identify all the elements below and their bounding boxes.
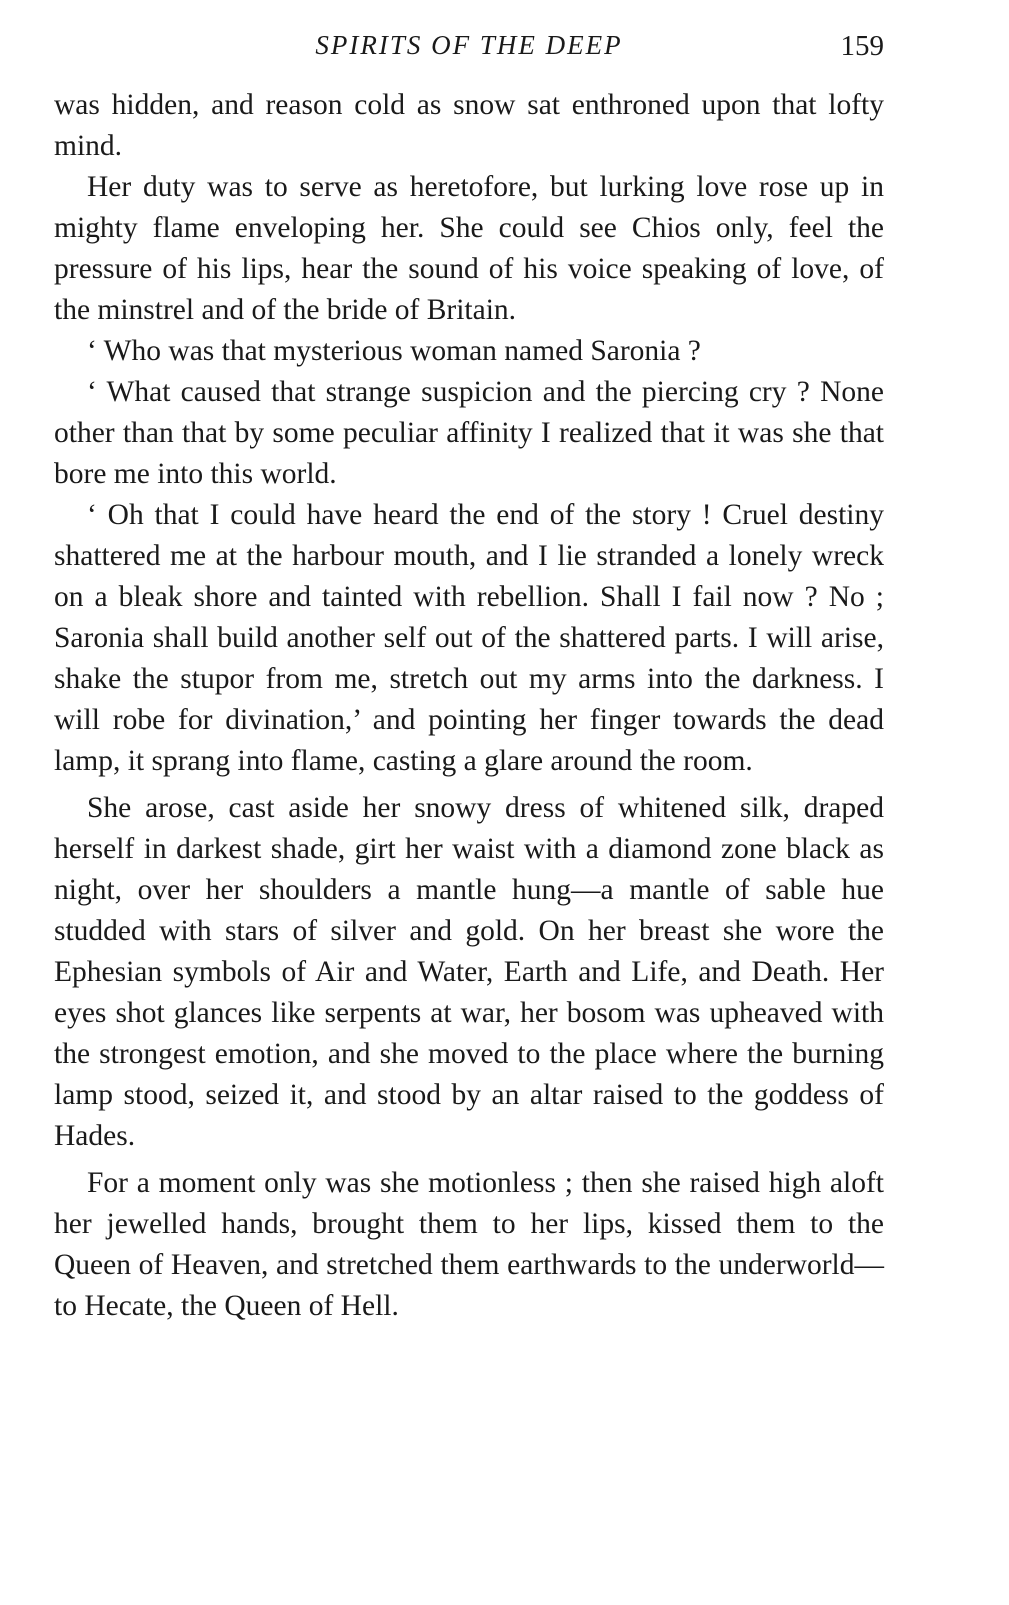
running-header (54, 26, 884, 70)
page-number: 159 (840, 30, 884, 62)
paragraph-5: ‘ Oh that I could have heard the end of the story ! Cruel destiny shattered me at the harbour mouth, and I lie stranded a lonely wreck on a bleak shore and tainted with rebellion. Shall I fail now ? No ; Saronia shall build another self out of the shattered parts. I will arise, shake the stupor from me, stretch out my arms into the darkness. I will robe for divination,’ and pointing her finger towards the dead lamp, it sprang into flame, casting a glare around the room. (54, 499, 884, 777)
paragraph-2: Her duty was to serve as heretofore, but lurking love rose up in mighty flame enveloping her. She could see Chios only, feel the pressure of his lips, hear the sound of his voice speaking of love, of the minstrel and of the bride of Britain. (54, 171, 884, 326)
paragraph-7: For a moment only was she motionless ; then she raised high aloft her jewelled hands, brought them to her lips, kissed them to the Queen of Heaven, and stretched them earthwards to the underworld—to Hecate, the Queen of Hell. (54, 1167, 884, 1322)
paragraph-1: was hidden, and reason cold as snow sat enthroned upon that lofty mind. (54, 89, 884, 162)
paragraph-3: ‘ Who was that mysterious woman named Saronia ? (87, 335, 701, 367)
paragraph-4: ‘ What caused that strange suspicion and the piercing cry ? None other than that by some peculiar affinity I realized that it was she that bore me into this world. (54, 376, 884, 490)
paragraph-6: She arose, cast aside her snowy dress of whitened silk, draped herself in darkest shade, girt her waist with a diamond zone black as night, over her shoulders a mantle hung—a mantle of sable hue studded with stars of silver and gold. On her breast she wore the Ephesian symbols of Air and Water, Earth and Life, and Death. Her eyes shot glances like serpents at war, her bosom was upheaved with the strongest emotion, and she moved to the place where the burning lamp stood, seized it, and stood by an altar raised to the goddess of Hades. (54, 792, 884, 1152)
body-text (54, 85, 884, 1327)
running-title: SPIRITS OF THE DEEP (315, 30, 623, 60)
